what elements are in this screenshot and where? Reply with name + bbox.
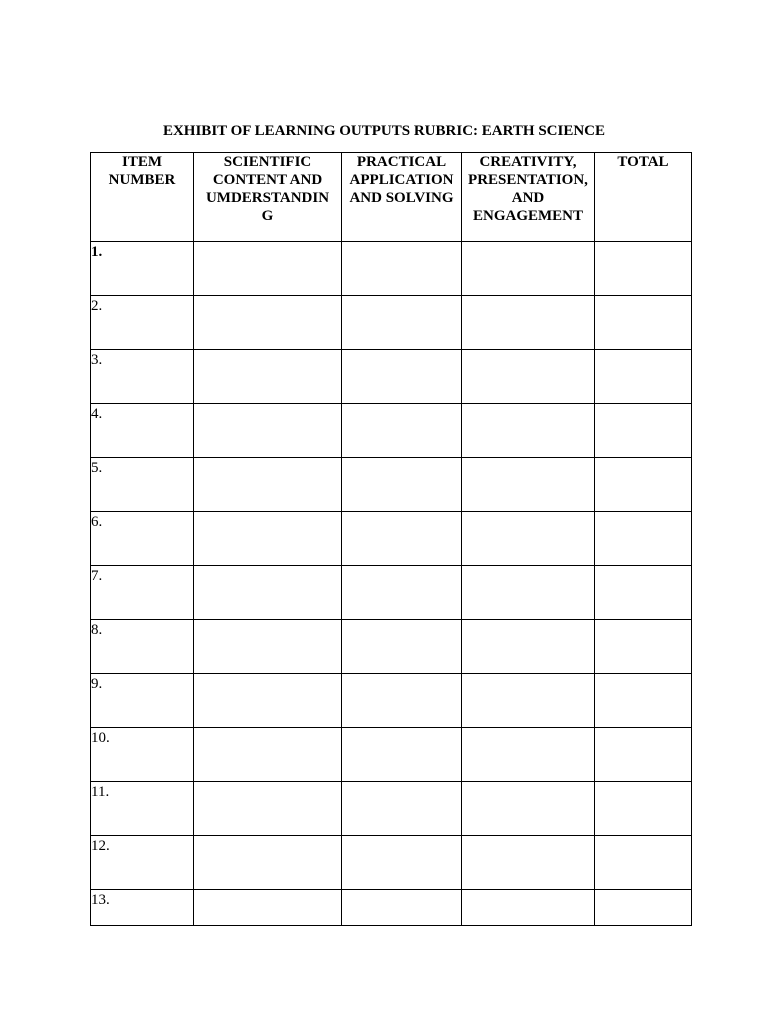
header-creativity-line: AND [511,190,545,206]
practical-score-cell[interactable] [342,782,462,836]
item-number-label: 2. [91,298,103,314]
item-number-label: 3. [91,352,103,368]
practical-score-cell[interactable] [342,566,462,620]
creativity-score-cell[interactable] [462,350,595,404]
item-number-label: 1. [91,244,103,260]
header-practical-line: AND SOLVING [349,190,454,206]
item-number-cell [91,728,194,782]
total-score-cell[interactable] [595,512,692,566]
total-score-cell[interactable] [595,404,692,458]
header-scientific-line: CONTENT AND [212,172,323,188]
item-number-label: 8. [91,622,103,638]
creativity-score-cell[interactable] [462,566,595,620]
scientific-score-cell[interactable] [194,728,342,782]
scientific-score-cell[interactable] [194,350,342,404]
creativity-score-cell[interactable] [462,782,595,836]
practical-score-cell[interactable] [342,620,462,674]
item-number-cell [91,350,194,404]
header-creativity-line: ENGAGEMENT [472,208,583,224]
practical-score-cell[interactable] [342,836,462,890]
creativity-score-cell[interactable] [462,836,595,890]
item-number-cell [91,674,194,728]
total-score-cell[interactable] [595,728,692,782]
item-number-label: 9. [91,676,103,692]
table-row [91,890,692,926]
practical-score-cell[interactable] [342,674,462,728]
total-score-cell[interactable] [595,350,692,404]
scientific-score-cell[interactable] [194,458,342,512]
table-row [91,836,692,890]
item-number-label: 10. [91,730,110,746]
item-number-cell [91,296,194,350]
header-item-number-line: NUMBER [108,172,176,188]
practical-score-cell[interactable] [342,350,462,404]
header-scientific-content [194,153,342,242]
table-row [91,674,692,728]
total-score-cell[interactable] [595,566,692,620]
item-number-label: 7. [91,568,103,584]
table-row [91,242,692,296]
header-creativity-presentation [462,153,595,242]
total-score-cell[interactable] [595,242,692,296]
header-item-number [91,153,194,242]
total-score-cell[interactable] [595,782,692,836]
scientific-score-cell[interactable] [194,404,342,458]
table-row [91,458,692,512]
table-row [91,404,692,458]
header-scientific-line: SCIENTIFIC [223,154,312,170]
item-number-label: 13. [91,892,110,908]
item-number-cell [91,512,194,566]
header-scientific-line: UMDERSTANDIN [205,190,330,206]
scientific-score-cell[interactable] [194,620,342,674]
practical-score-cell[interactable] [342,242,462,296]
table-row [91,566,692,620]
practical-score-cell[interactable] [342,458,462,512]
creativity-score-cell[interactable] [462,242,595,296]
scientific-score-cell[interactable] [194,674,342,728]
header-total [595,153,692,242]
header-scientific-line: G [261,208,274,224]
item-number-cell [91,836,194,890]
table-row [91,296,692,350]
creativity-score-cell[interactable] [462,674,595,728]
scientific-score-cell[interactable] [194,566,342,620]
header-row [91,153,692,242]
creativity-score-cell[interactable] [462,404,595,458]
total-score-cell[interactable] [595,836,692,890]
table-row [91,350,692,404]
creativity-score-cell[interactable] [462,728,595,782]
item-number-cell [91,620,194,674]
table-row [91,620,692,674]
item-number-cell [91,404,194,458]
item-number-label: 6. [91,514,103,530]
item-number-cell [91,242,194,296]
header-practical-line: APPLICATION [349,172,454,188]
item-number-label: 12. [91,838,110,854]
scientific-score-cell[interactable] [194,242,342,296]
creativity-score-cell[interactable] [462,458,595,512]
page-title: EXHIBIT OF LEARNING OUTPUTS RUBRIC: EARTH SCIENCE [162,123,606,139]
header-practical-line: PRACTICAL [356,154,447,170]
practical-score-cell[interactable] [342,728,462,782]
practical-score-cell[interactable] [342,512,462,566]
total-score-cell[interactable] [595,674,692,728]
item-number-label: 4. [91,406,103,422]
header-item-number-line: ITEM [121,154,162,170]
total-score-cell[interactable] [595,890,692,926]
item-number-cell [91,890,194,926]
item-number-cell [91,566,194,620]
table-row [91,512,692,566]
item-number-cell [91,782,194,836]
header-creativity-line: PRESENTATION, [468,172,588,188]
total-score-cell[interactable] [595,620,692,674]
table-row [91,782,692,836]
total-score-cell[interactable] [595,458,692,512]
creativity-score-cell[interactable] [462,620,595,674]
practical-score-cell[interactable] [342,404,462,458]
creativity-score-cell[interactable] [462,296,595,350]
item-number-label: 5. [91,460,103,476]
total-score-cell[interactable] [595,296,692,350]
scientific-score-cell[interactable] [194,890,342,926]
scientific-score-cell[interactable] [194,836,342,890]
scientific-score-cell[interactable] [194,296,342,350]
header-creativity-line: CREATIVITY, [479,154,577,170]
table-row [91,728,692,782]
header-total-line: TOTAL [617,154,669,170]
scientific-score-cell[interactable] [194,782,342,836]
practical-score-cell[interactable] [342,890,462,926]
practical-score-cell[interactable] [342,296,462,350]
rubric-table [90,152,692,926]
item-number-label: 11. [91,784,110,800]
creativity-score-cell[interactable] [462,512,595,566]
item-number-cell [91,458,194,512]
creativity-score-cell[interactable] [462,890,595,926]
scientific-score-cell[interactable] [194,512,342,566]
header-practical-application [342,153,462,242]
